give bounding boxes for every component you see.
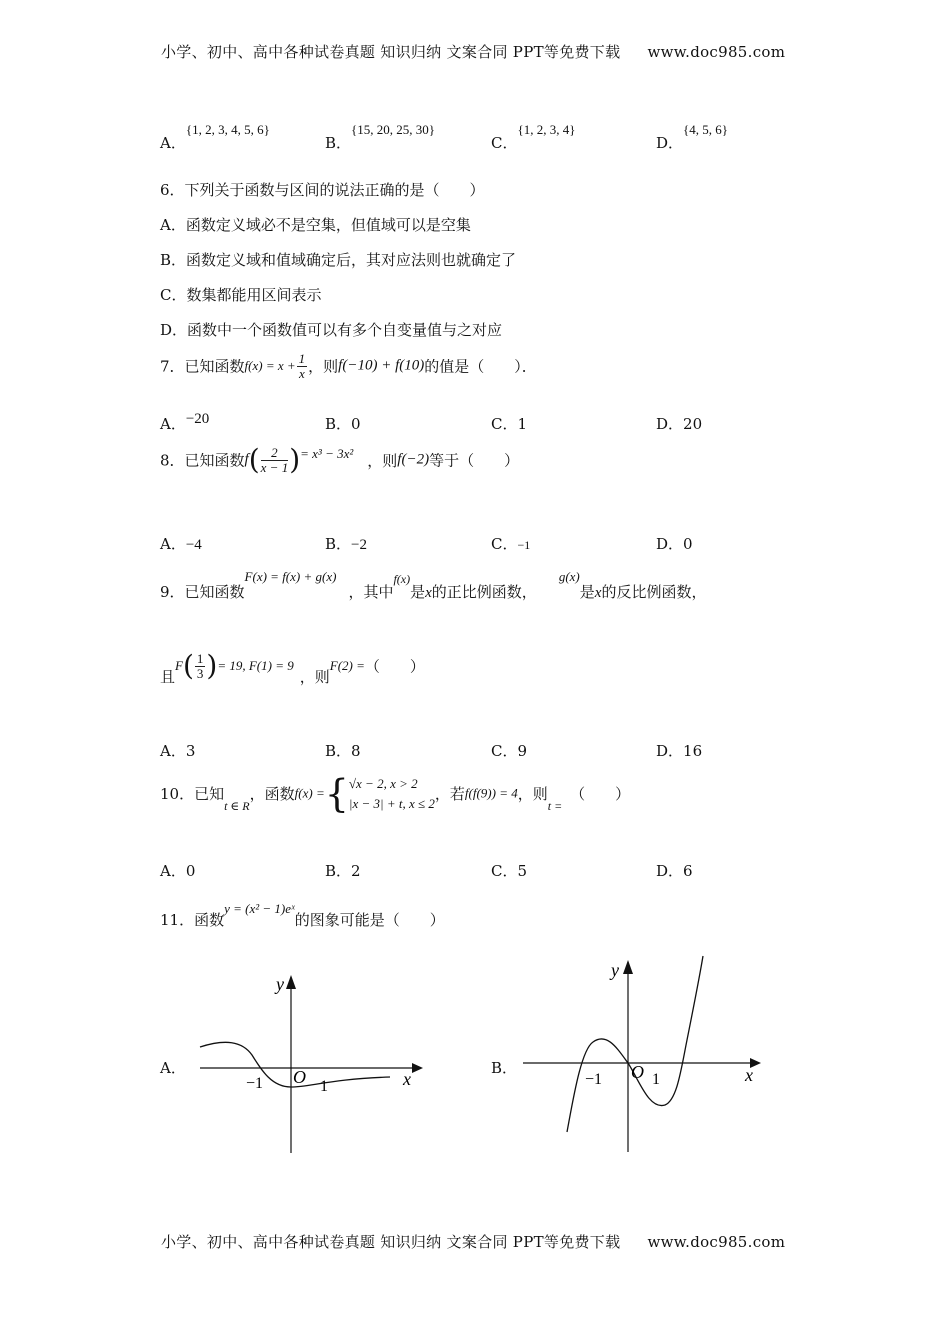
q11-graph-b[interactable] (515, 950, 765, 1155)
q9-text: （ ） (364, 657, 425, 676)
q10-cases (349, 774, 435, 813)
q10-text: ，若 (434, 785, 465, 803)
option-label: A． (160, 742, 186, 760)
y-axis-arrow (286, 975, 296, 989)
option-value: −2 (351, 537, 367, 553)
q6-option-d[interactable]: D．函数中一个函数值可以有多个自变量值与之对应 (160, 321, 503, 339)
q9-text: ，则 (299, 668, 330, 687)
x-label: x (745, 1065, 753, 1085)
option-value: {1, 2, 3, 4, 5, 6} (185, 122, 270, 137)
right-paren: ) (206, 649, 218, 683)
fraction-denominator: x (299, 365, 305, 381)
q6-option-c[interactable]: C．数集都能用区间表示 (160, 286, 322, 304)
q10-option-c[interactable] (491, 860, 527, 881)
q5-option-a[interactable] (160, 118, 270, 152)
option-label: A． (160, 415, 186, 433)
case-1: √x − 2, x > 2 (348, 776, 418, 791)
option-value: 5 (517, 862, 528, 880)
option-value: 0 (351, 415, 361, 433)
q9-F: F (175, 658, 183, 674)
option-label: D． (656, 134, 684, 152)
header-text: 小学、初中、高中各种试卷真题 知识归纳 文案合同 PPT等免费下载 (161, 43, 621, 61)
option-label: B． (325, 415, 352, 433)
option-label: B． (325, 742, 352, 760)
q7-option-b[interactable] (325, 413, 361, 434)
q6-option-a[interactable]: A．函数定义域必不是空集，但值域可以是空集 (160, 216, 471, 234)
q10-prefix: 10．已知 (160, 785, 225, 803)
q7-option-c[interactable] (491, 413, 527, 434)
q11-option-a-label[interactable]: A． (160, 1059, 186, 1077)
q9-cond: = 19, F(1) = 9 (217, 658, 294, 674)
option-label: C． (491, 415, 518, 433)
origin-label: O (631, 1062, 644, 1082)
q9-text: 是 (410, 583, 426, 601)
q9-option-b[interactable] (325, 740, 361, 761)
option-label: C． (491, 134, 518, 152)
q9-stem (160, 565, 707, 601)
q6-stem: 6．下列关于函数与区间的说法正确的是（ ） (160, 181, 485, 199)
option-value: 1 (517, 415, 528, 433)
page-header (161, 41, 785, 62)
option-label: D． (656, 742, 684, 760)
q8-f: f (244, 451, 249, 468)
q9-F2: F(2) = (329, 658, 365, 674)
option-value: 0 (185, 862, 196, 880)
q9-x: x (594, 585, 602, 601)
q8-suffix: 等于（ ） (429, 451, 520, 470)
option-value: {15, 20, 25, 30} (351, 122, 436, 137)
option-label: A． (160, 862, 186, 880)
q8-fraction (261, 446, 289, 474)
q9-x: x (425, 585, 432, 601)
q10-stem (160, 771, 631, 816)
fraction-numerator: 2 (261, 446, 289, 461)
option-label: D． (656, 535, 684, 553)
option-label: B． (325, 535, 352, 553)
header-url[interactable]: www.doc985.com (647, 43, 786, 61)
q8-option-a[interactable] (160, 533, 202, 554)
q10-option-b[interactable] (325, 860, 361, 881)
q7-suffix: 的值是（ ）． (424, 357, 537, 376)
fraction-denominator: x − 1 (260, 459, 289, 475)
q9-and: 且 (160, 668, 176, 687)
page-footer (161, 1231, 785, 1252)
q9-fraction (195, 652, 206, 680)
tick-neg1: −1 (246, 1075, 264, 1092)
q11-formula: y = (x² − 1)eˣ (224, 901, 295, 916)
q8-option-c[interactable] (491, 533, 530, 554)
brace: { (324, 771, 349, 816)
q9-option-c[interactable] (491, 740, 527, 761)
q5-option-c[interactable] (491, 118, 576, 152)
option-value: 16 (683, 742, 703, 760)
q7-stem (160, 352, 537, 380)
q9-option-d[interactable] (656, 740, 702, 761)
q8-option-b[interactable] (325, 533, 367, 554)
option-label: C． (491, 862, 518, 880)
q8-option-d[interactable] (656, 533, 693, 554)
y-label: y (611, 960, 619, 980)
q8-stem (160, 443, 520, 477)
q11-option-b-label[interactable]: B． (491, 1059, 518, 1077)
q10-tR: t ∈ R (224, 798, 250, 813)
q10-option-a[interactable] (160, 860, 195, 881)
option-value: 0 (683, 535, 693, 553)
q5-option-b[interactable] (325, 118, 436, 152)
option-label: A． (160, 134, 186, 152)
q9-text: 的反比例函数， (601, 583, 707, 601)
option-label: D． (656, 415, 684, 433)
q9-text: 的正比例函数， (431, 583, 537, 601)
q10-text: ，则 (517, 785, 548, 803)
q10-text: （ ） (570, 785, 631, 803)
q8-prefix: 8．已知函数 (160, 451, 245, 470)
q9-gx: g(x) (558, 569, 580, 584)
option-label: B． (325, 862, 352, 880)
origin-label: O (293, 1067, 306, 1087)
q11-graph-a[interactable] (190, 965, 425, 1155)
option-value: 8 (351, 742, 361, 760)
q10-cond: f(f(9)) = 4 (464, 785, 518, 801)
q7-expression: f(−10) + f(10) (338, 357, 425, 374)
q7-option-a[interactable] (160, 411, 209, 432)
q5-option-d[interactable] (656, 118, 729, 152)
q10-option-d[interactable] (656, 860, 693, 881)
y-axis-arrow (623, 960, 633, 974)
q9-condition (160, 649, 425, 687)
q7-mid: ，则 (308, 357, 339, 376)
left-paren: ( (182, 649, 194, 683)
function-curve (567, 956, 703, 1132)
fraction-numerator: 1 (196, 651, 204, 666)
right-paren: ) (289, 443, 301, 477)
fraction-denominator: 3 (196, 665, 204, 681)
option-value: 20 (683, 415, 703, 433)
q11-stem (160, 897, 445, 929)
option-value: 3 (185, 742, 196, 760)
q11-suffix: 的图象可能是（ ） (294, 911, 445, 929)
q8-mid: ，则 (367, 451, 398, 470)
option-value: −20 (185, 411, 210, 427)
q7-prefix: 7．已知函数 (160, 357, 245, 376)
fraction-numerator: 1 (298, 351, 306, 366)
tick-1: 1 (320, 1078, 328, 1095)
q9-text: 是 (579, 583, 595, 601)
q9-prefix: 9．已知函数 (160, 583, 245, 601)
y-label: y (276, 974, 284, 994)
option-label: B． (325, 134, 352, 152)
q10-text: ，函数 (249, 785, 295, 803)
x-label: x (403, 1069, 411, 1089)
q10-fx: f(x) = (294, 785, 325, 801)
tick-1: 1 (652, 1071, 660, 1088)
q7-function: f(x) = x + (244, 358, 296, 374)
option-value: 2 (351, 862, 361, 880)
q6-option-b[interactable]: B．函数定义域和值域确定后，其对应法则也就确定了 (160, 251, 517, 269)
option-value: {4, 5, 6} (683, 122, 729, 137)
x-axis-arrow (412, 1063, 423, 1073)
option-label: A． (160, 535, 186, 553)
tick-neg1: −1 (585, 1071, 603, 1088)
q8-rhs: = x³ − 3x² (300, 446, 354, 461)
option-value: 9 (517, 742, 528, 760)
option-value: 6 (683, 862, 693, 880)
option-value: −4 (185, 537, 202, 553)
q9-Fx: F(x) = f(x) + g(x) (244, 569, 337, 584)
q8-expression: f(−2) (397, 451, 430, 468)
option-label: C． (491, 742, 518, 760)
q7-fraction (297, 352, 308, 380)
q7-option-d[interactable] (656, 413, 702, 434)
left-paren: ( (248, 443, 260, 477)
case-2: |x − 3| + t, x ≤ 2 (348, 795, 435, 811)
option-value: {1, 2, 3, 4} (517, 122, 576, 137)
option-value: −1 (517, 538, 531, 552)
q9-text: ，其中 (348, 583, 394, 601)
footer-text: 小学、初中、高中各种试卷真题 知识归纳 文案合同 PPT等免费下载 (161, 1233, 621, 1251)
option-label: D． (656, 862, 684, 880)
q10-teq: t = (547, 798, 563, 813)
q9-fx: f(x) (393, 572, 411, 586)
q11-prefix: 11．函数 (160, 911, 225, 929)
q9-option-a[interactable] (160, 740, 195, 761)
option-label: C． (491, 535, 518, 553)
footer-url[interactable]: www.doc985.com (647, 1233, 786, 1251)
